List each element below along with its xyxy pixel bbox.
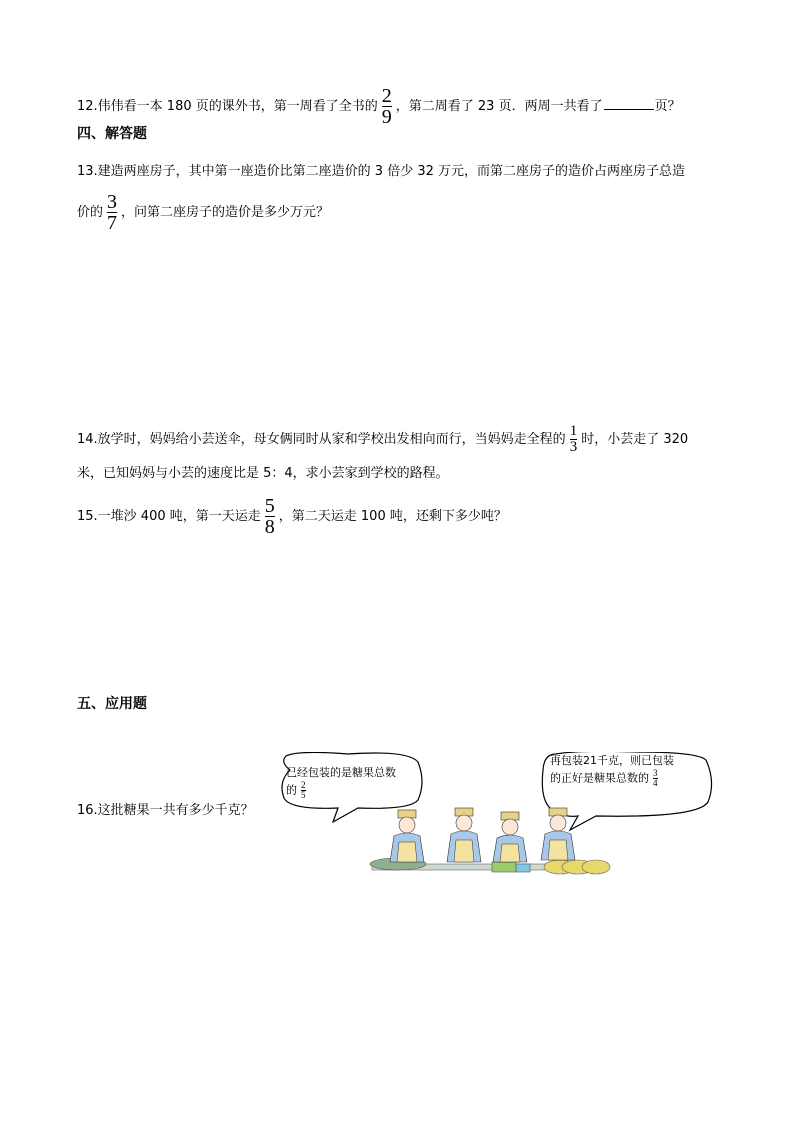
question-15 [77,496,507,537]
fraction-numerator: 1 [569,423,578,439]
q12-prefix: 12.伟伟看一本 180 页的课外书，第一周看了全书的 [77,99,378,114]
fraction-3-7 [107,192,117,233]
fraction-2-9 [382,86,392,127]
q12-suffix: 页？ [654,99,681,114]
candy-box-icon [516,864,530,872]
fraction-5-8 [265,496,275,537]
bubble-left-line-1: 已经包装的是糖果总数 [286,766,396,779]
fraction-denominator: 3 [569,439,578,455]
bubble-right-prefix: 的正好是糖果总数的 [550,771,649,785]
worker-figure-icon [447,808,481,862]
answer-blank[interactable] [604,95,654,110]
candy-box-icon [492,862,516,872]
question-12 [77,86,681,127]
bubble-right-line-2 [550,769,674,788]
question-14-line-2: 米，已知妈妈与小芸的速度比是 5：4，求小芸家到学校的路程。 [77,466,449,481]
question-16: 16.这批糖果一共有多少千克？ [77,803,254,818]
bubble-right-text [550,752,674,788]
fraction-3-4 [653,769,658,788]
bubble-right-line-1: 再包装21千克，则已包装 [550,754,674,767]
fraction-numerator: 2 [381,85,392,107]
fraction-numerator: 2 [301,780,306,790]
fraction-denominator: 8 [264,516,275,538]
fraction-denominator: 5 [301,790,306,800]
question-13-line-2 [77,192,329,233]
section-heading-5: 五、应用题 [77,696,147,712]
fraction-denominator: 9 [381,106,392,128]
fraction-numerator: 5 [264,495,275,517]
q14-line1-suffix: 时，小芸走了 320 [581,432,689,447]
candy-packing-illustration [278,752,714,886]
fraction-2-5 [301,781,306,800]
q15-suffix: ，第二天运走 100 吨，还剩下多少吨？ [278,509,507,524]
fraction-numerator: 3 [107,191,118,213]
worker-figure-icon [493,812,527,862]
section-heading-4: 四、解答题 [77,126,147,142]
q15-prefix: 15.一堆沙 400 吨，第一天运走 [77,509,261,524]
bubble-left-line-2 [286,781,396,800]
q13-line2-prefix: 价的 [77,205,104,220]
fraction-denominator: 4 [653,778,658,788]
q13-line2-suffix: ，问第二座房子的造价是多少万元？ [121,205,330,220]
worker-figure-icon [390,810,424,862]
q12-middle: ，第二周看了 23 页．两周一共看了 [395,99,603,114]
bubble-left-text [286,764,396,800]
fraction-denominator: 7 [107,212,118,234]
question-13-line-1: 13.建造两座房子，其中第一座造价比第二座造价的 3 倍少 32 万元，而第二座房子的造价占两座房子总造 [77,164,686,179]
question-14-line-1 [77,424,688,455]
candy-rolls-icon [544,860,610,874]
fraction-1-3 [570,424,578,455]
bubble-left-prefix: 的 [286,783,297,797]
fraction-numerator: 3 [653,768,658,778]
q14-line1-prefix: 14.放学时，妈妈给小芸送伞，母女俩同时从家和学校出发相向而行，当妈妈走全程的 [77,432,566,447]
